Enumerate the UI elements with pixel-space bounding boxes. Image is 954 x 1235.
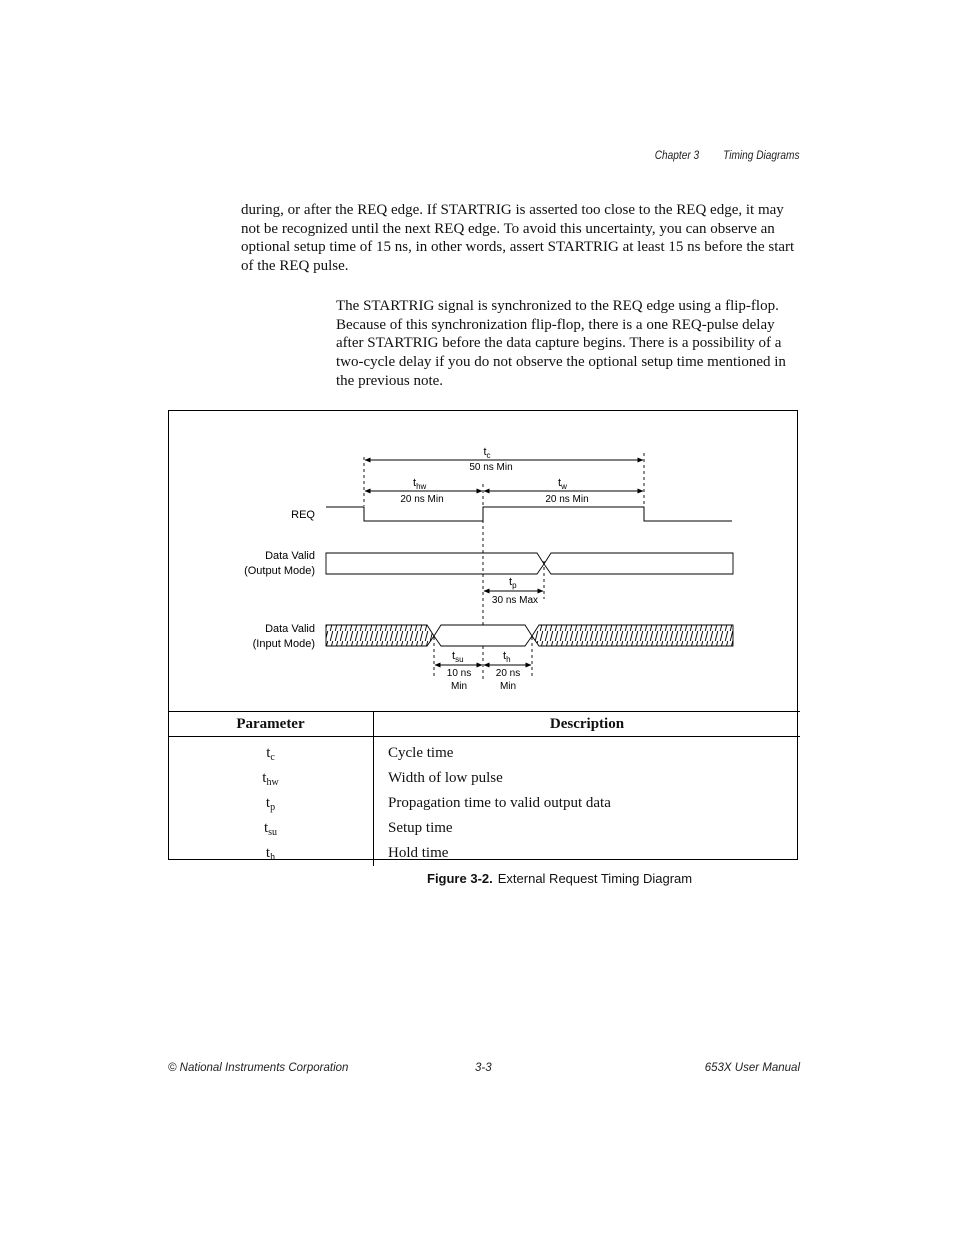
output-label-2: (Output Mode) bbox=[244, 565, 315, 577]
req-label: REQ bbox=[291, 509, 315, 521]
timing-figure bbox=[168, 410, 798, 863]
thw-label: $t_{hw}$ bbox=[413, 477, 427, 491]
output-data-bus-next bbox=[544, 553, 733, 574]
table-row bbox=[168, 816, 800, 841]
table-row bbox=[168, 791, 800, 816]
table-row bbox=[168, 737, 800, 767]
output-data-bus bbox=[326, 553, 544, 574]
th-label: $t_h$ bbox=[503, 650, 511, 664]
table-row bbox=[168, 766, 800, 791]
table-row bbox=[168, 841, 800, 866]
page-header bbox=[655, 150, 800, 162]
header-description: Description bbox=[374, 712, 801, 737]
th-value-2: Min bbox=[499, 681, 517, 692]
input-label-1: Data Valid bbox=[265, 623, 315, 635]
tc-label: $t_c$ bbox=[483, 446, 491, 460]
tc-value: 50 ns Min bbox=[469, 462, 513, 473]
description-cell: Setup time bbox=[388, 820, 453, 836]
description-cell: Cycle time bbox=[388, 745, 454, 761]
header-section: Timing Diagrams bbox=[723, 150, 800, 162]
tw-label: $t_w$ bbox=[558, 477, 567, 491]
table-header-row bbox=[168, 712, 800, 737]
input-valid-window bbox=[434, 625, 532, 646]
parameter-table bbox=[168, 711, 800, 866]
tsu-label: $t_{su}$ bbox=[452, 650, 464, 664]
param-cell: $t_p$ bbox=[168, 791, 374, 816]
thw-value: 20 ns Min bbox=[400, 494, 444, 505]
tw-value: 20 ns Min bbox=[545, 494, 589, 505]
input-invalid-region-right bbox=[532, 625, 733, 646]
figure-caption-text: External Request Timing Diagram bbox=[497, 871, 693, 886]
footer-manual-title: 653X User Manual bbox=[704, 1062, 800, 1074]
description-cell: Hold time bbox=[388, 845, 449, 861]
figure-caption bbox=[427, 871, 692, 886]
tp-label: $t_p$ bbox=[509, 576, 517, 590]
req-waveform bbox=[326, 507, 732, 521]
footer-page-number: 3-3 bbox=[475, 1062, 492, 1074]
figure-caption-label: Figure 3-2. bbox=[427, 871, 493, 886]
param-cell: $t_c$ bbox=[168, 737, 374, 767]
body-paragraph-1: during, or after the REQ edge. If STARTRIG is asserted too close to the REQ edge, it may not be recognized until the next REQ edge. To avoid this uncertainty, you can observe an optional setup time of 15 ns, in other words, assert STARTRIG at least 15 ns before the start of the REQ pulse. bbox=[241, 202, 795, 275]
param-cell: $t_h$ bbox=[168, 841, 374, 866]
th-value-1: 20 ns bbox=[495, 668, 521, 679]
input-invalid-region-left bbox=[326, 625, 434, 646]
input-label-2: (Input Mode) bbox=[252, 638, 315, 650]
header-chapter: Chapter 3 bbox=[655, 150, 700, 162]
tsu-value-2: Min bbox=[450, 681, 468, 692]
tp-value: 30 ns Max bbox=[491, 595, 539, 606]
tsu-value-1: 10 ns bbox=[446, 668, 472, 679]
description-cell: Width of low pulse bbox=[388, 770, 503, 786]
footer-copyright: © National Instruments Corporation bbox=[168, 1062, 349, 1074]
param-cell: $t_{hw}$ bbox=[168, 766, 374, 791]
output-label-1: Data Valid bbox=[265, 550, 315, 562]
param-cell: $t_{su}$ bbox=[168, 816, 374, 841]
description-cell: Propagation time to valid output data bbox=[388, 795, 611, 811]
body-paragraph-2: The STARTRIG signal is synchronized to the REQ edge using a flip-flop. Because of this synchronization flip-flop, there is a one REQ-pulse delay after STARTRIG before the data capture begins. There is a possibility of a two-cycle delay if you do not observe the optional setup time mentioned in the previous note. bbox=[336, 298, 786, 389]
timing-diagram bbox=[169, 411, 799, 711]
header-parameter: Parameter bbox=[168, 712, 374, 737]
